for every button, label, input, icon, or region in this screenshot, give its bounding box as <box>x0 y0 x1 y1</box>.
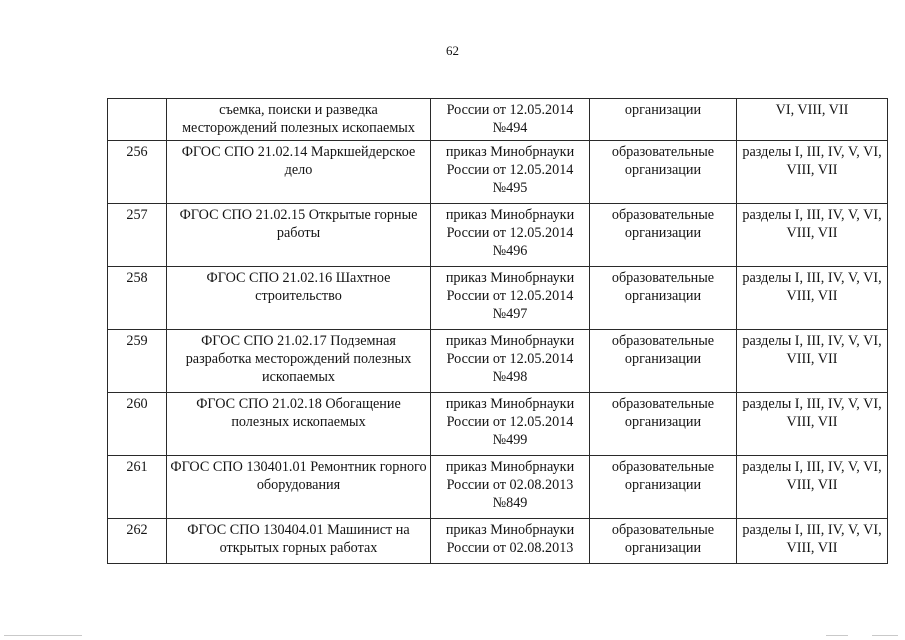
scan-edge-artifacts <box>0 635 905 638</box>
education-level-cell: образовательные организации <box>590 330 737 393</box>
row-number-cell: 258 <box>108 267 167 330</box>
row-number-cell <box>108 99 167 141</box>
table-row <box>108 330 888 393</box>
order-cell: России от 12.05.2014 №494 <box>431 99 590 141</box>
table-body <box>108 99 888 564</box>
row-number-cell: 257 <box>108 204 167 267</box>
table-row <box>108 267 888 330</box>
education-level-cell: образовательные организации <box>590 204 737 267</box>
sections-cell: VI, VIII, VII <box>737 99 888 141</box>
standard-name-cell: ФГОС СПО 21.02.15 Открытые горные работы <box>167 204 431 267</box>
scan-edge-mark <box>872 635 898 636</box>
table-row <box>108 99 888 141</box>
education-level-cell: образовательные организации <box>590 393 737 456</box>
standard-name-cell: ФГОС СПО 21.02.18 Обогащение полезных ископаемых <box>167 393 431 456</box>
sections-cell: разделы I, III, IV, V, VI, VIII, VII <box>737 330 888 393</box>
standard-name-cell: ФГОС СПО 130401.01 Ремонтник горного оборудования <box>167 456 431 519</box>
order-cell: приказ Минобрнауки России от 12.05.2014 №495 <box>431 141 590 204</box>
table-row <box>108 393 888 456</box>
standard-name-cell: ФГОС СПО 21.02.17 Подземная разработка месторождений полезных ископаемых <box>167 330 431 393</box>
row-number-cell: 261 <box>108 456 167 519</box>
page-number: 62 <box>446 43 459 58</box>
sections-cell: разделы I, III, IV, V, VI, VIII, VII <box>737 456 888 519</box>
sections-cell: разделы I, III, IV, V, VI, VIII, VII <box>737 393 888 456</box>
standard-name-cell: съемка, поиски и разведка месторождений полезных ископаемых <box>167 99 431 141</box>
order-cell: приказ Минобрнауки России от 12.05.2014 №497 <box>431 267 590 330</box>
row-number-cell: 262 <box>108 519 167 564</box>
sections-cell: разделы I, III, IV, V, VI, VIII, VII <box>737 519 888 564</box>
table-row <box>108 204 888 267</box>
scan-edge-mark <box>826 635 848 636</box>
table-row <box>108 456 888 519</box>
order-cell: приказ Минобрнауки России от 02.08.2013 <box>431 519 590 564</box>
education-level-cell: образовательные организации <box>590 519 737 564</box>
education-level-cell: образовательные организации <box>590 141 737 204</box>
scan-edge-mark <box>4 635 82 636</box>
order-cell: приказ Минобрнауки России от 12.05.2014 №496 <box>431 204 590 267</box>
order-cell: приказ Минобрнауки России от 12.05.2014 №498 <box>431 330 590 393</box>
row-number-cell: 259 <box>108 330 167 393</box>
standard-name-cell: ФГОС СПО 130404.01 Машинист на открытых горных работах <box>167 519 431 564</box>
table-row <box>108 519 888 564</box>
order-cell: приказ Минобрнауки России от 12.05.2014 №499 <box>431 393 590 456</box>
row-number-cell: 256 <box>108 141 167 204</box>
education-level-cell: организации <box>590 99 737 141</box>
table-row <box>108 141 888 204</box>
sections-cell: разделы I, III, IV, V, VI, VIII, VII <box>737 141 888 204</box>
order-cell: приказ Минобрнауки России от 02.08.2013 №849 <box>431 456 590 519</box>
standards-table <box>107 98 888 564</box>
standard-name-cell: ФГОС СПО 21.02.14 Маркшейдерское дело <box>167 141 431 204</box>
education-level-cell: образовательные организации <box>590 456 737 519</box>
sections-cell: разделы I, III, IV, V, VI, VIII, VII <box>737 204 888 267</box>
education-level-cell: образовательные организации <box>590 267 737 330</box>
row-number-cell: 260 <box>108 393 167 456</box>
sections-cell: разделы I, III, IV, V, VI, VIII, VII <box>737 267 888 330</box>
standard-name-cell: ФГОС СПО 21.02.16 Шахтное строительство <box>167 267 431 330</box>
